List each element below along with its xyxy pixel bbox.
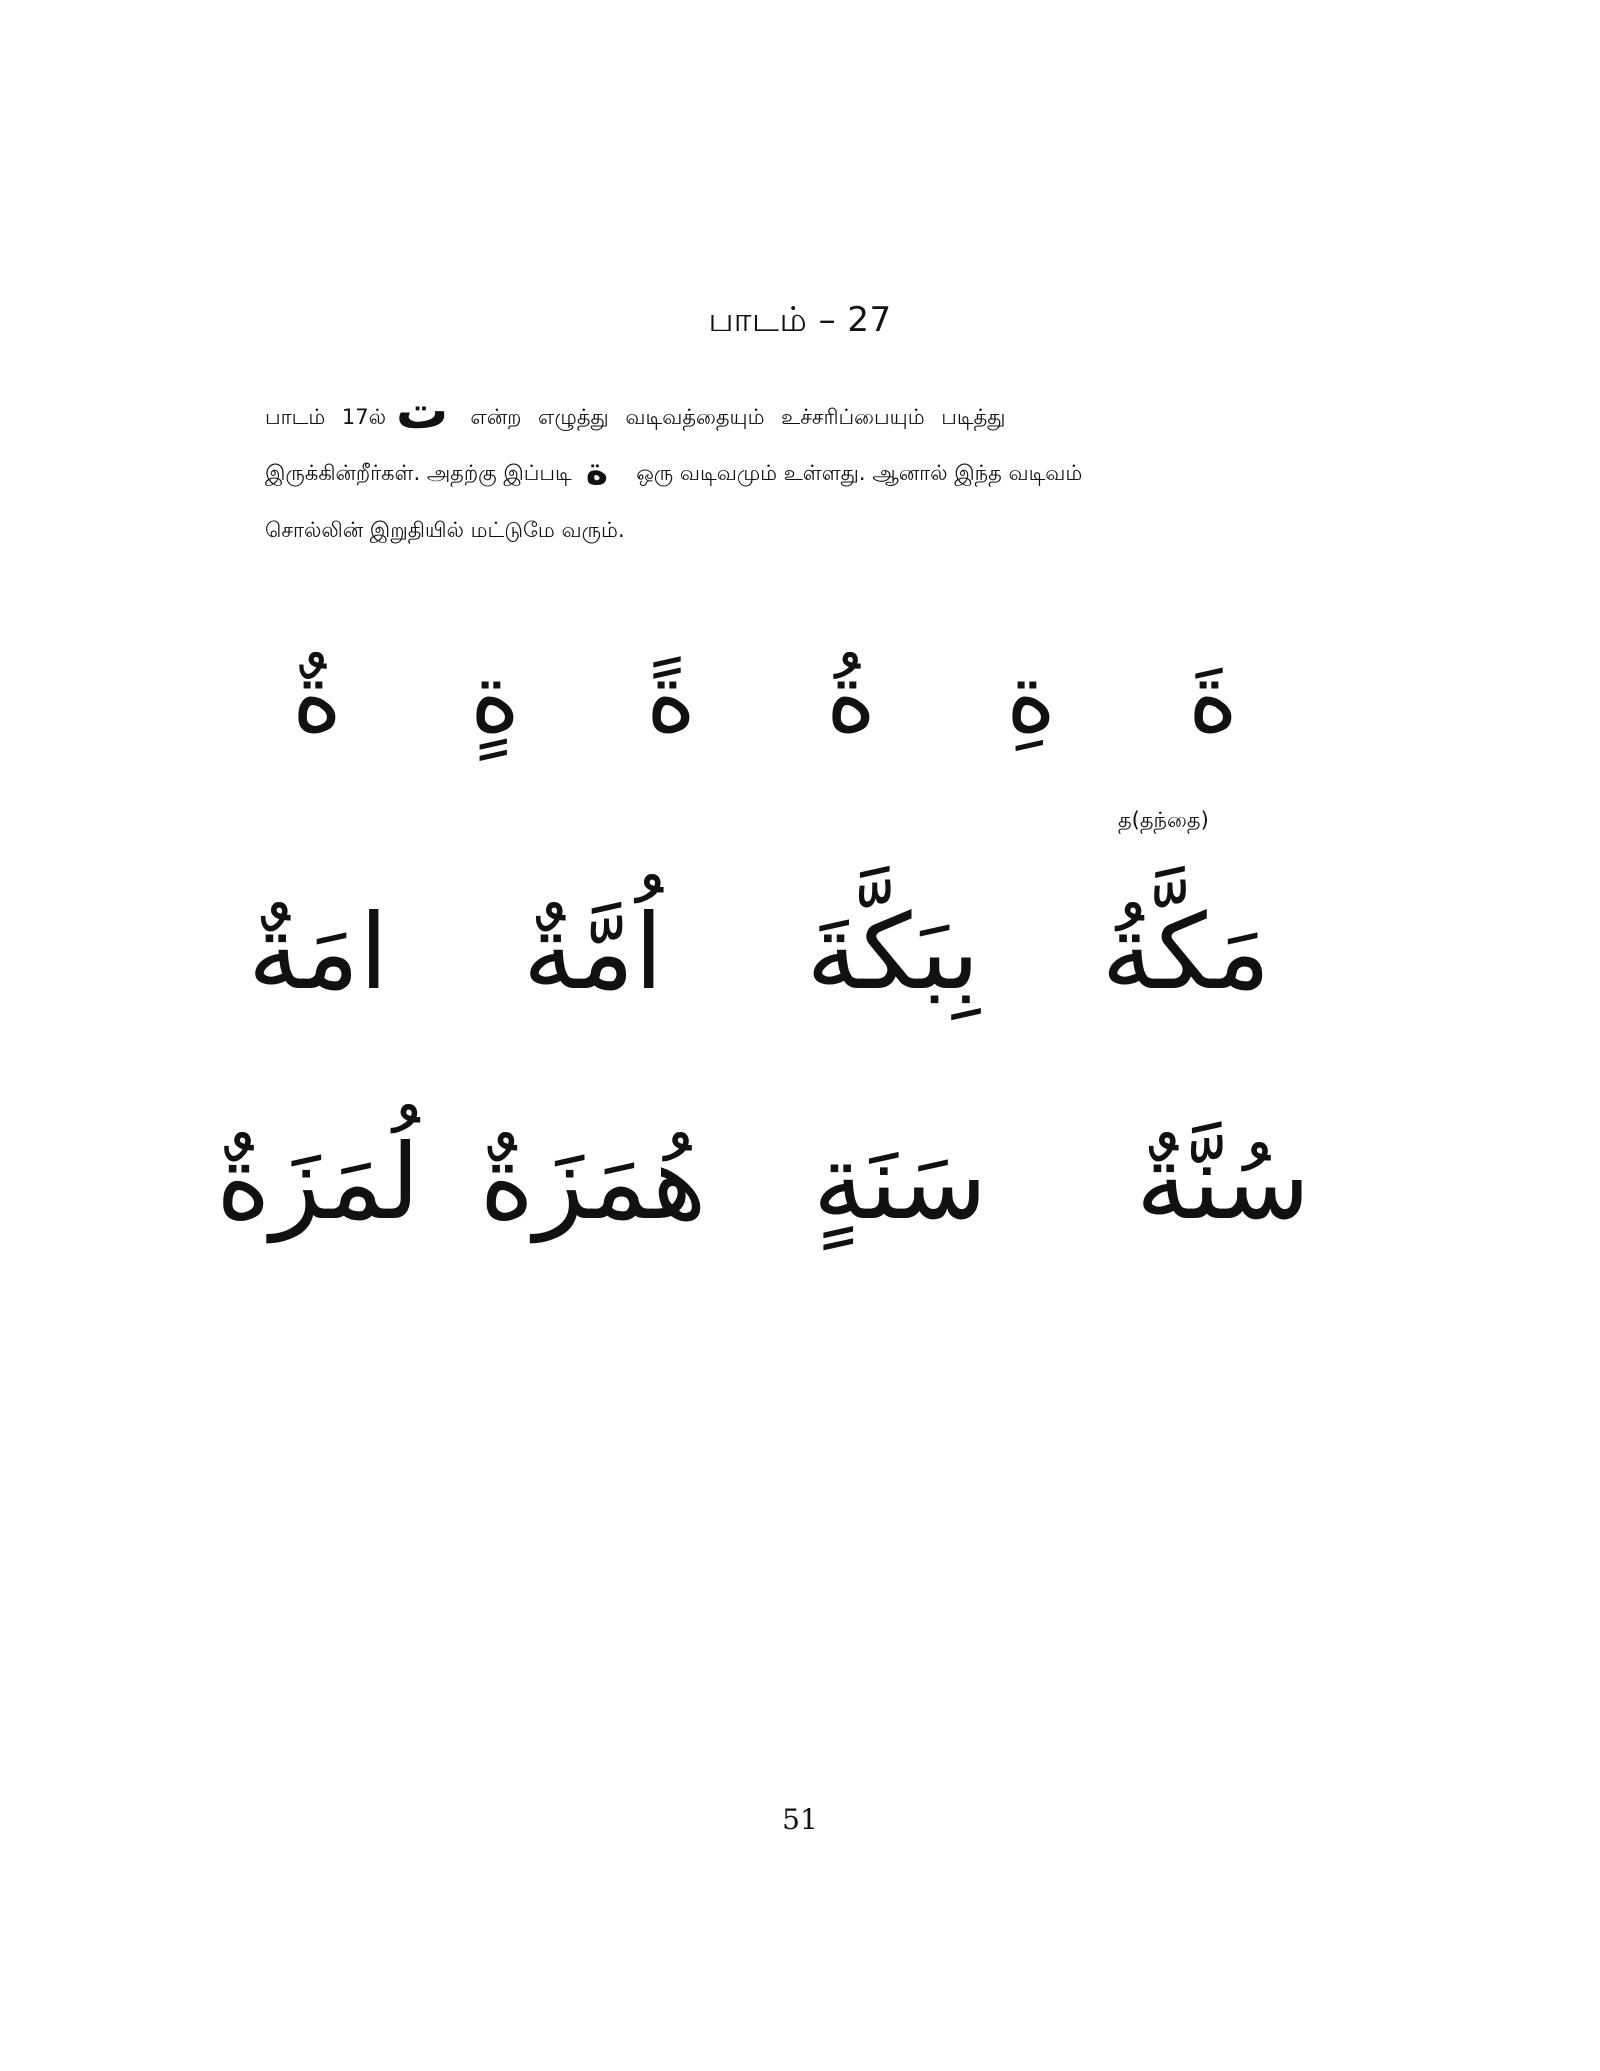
- letter-form-fatha: ةَ: [1187, 642, 1239, 754]
- lesson-title: பாடம் – 27: [708, 300, 892, 340]
- inline-arabic-taa-marbuta: ة: [585, 449, 609, 493]
- word-row2-4: لُمَزَةٌ: [216, 1121, 420, 1243]
- paragraph-line-1: [265, 381, 1265, 441]
- paragraph-line-3: சொல்லின் இறுதியில் மட்டுமே வரும்.: [265, 518, 625, 542]
- paragraph-line-2: [265, 449, 1265, 493]
- word-row1-1: مَكَّةُ: [1101, 891, 1271, 1013]
- line1-text-after: என்ற எழுத்து வடிவத்தையும் உச்சரிப்பையும் படித்து: [470, 405, 1006, 429]
- line1-text-before: பாடம் 17ல்: [265, 405, 387, 429]
- line2-text-after: ஒரு வடிவமும் உள்ளது. ஆனால் இந்த வடிவம்: [636, 461, 1083, 485]
- letter-form-kasra: ةِ: [1005, 642, 1057, 754]
- word-row2-3: هُمَزَةٌ: [479, 1121, 707, 1243]
- inline-arabic-taa: ت: [396, 381, 449, 441]
- letter-form-dammatan: ةٌ: [291, 642, 343, 754]
- pronunciation-caption: த(தந்தை): [1118, 808, 1209, 832]
- letter-form-fathatan: ةً: [645, 642, 697, 754]
- letter-form-kasratan: ةٍ: [469, 642, 521, 754]
- line2-text-before: இருக்கின்றீர்கள். அதற்கு இப்படி: [265, 461, 572, 485]
- word-row2-2: سَنَةٍ: [812, 1121, 988, 1243]
- letter-form-damma: ةُ: [825, 642, 877, 754]
- page-number: 51: [782, 1803, 818, 1836]
- word-row1-3: اُمَّةٌ: [522, 891, 664, 1013]
- word-row1-4: امَةٌ: [247, 891, 389, 1013]
- word-row2-1: سُنَّةٌ: [1135, 1121, 1311, 1243]
- word-row1-2: بِبَكَّةَ: [806, 891, 980, 1013]
